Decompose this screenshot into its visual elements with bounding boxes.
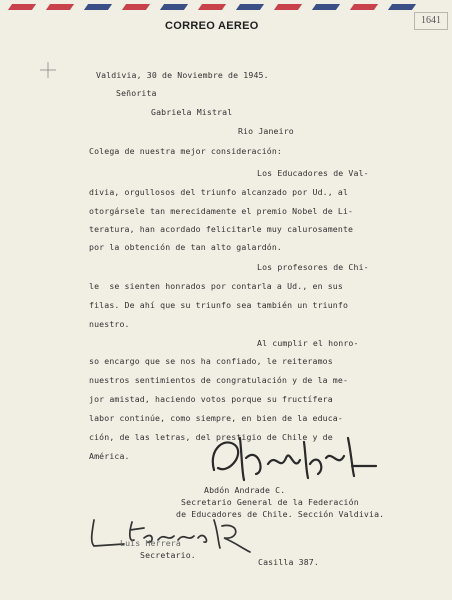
archive-number: 1641 <box>414 12 448 30</box>
handwritten-signature-andrade <box>206 428 386 488</box>
airmail-stripe <box>160 4 188 10</box>
body-line: Los profesores de Chi- <box>257 262 369 272</box>
body-line: América. <box>89 451 130 461</box>
body-line: ción, de las letras, del prestigio de Chile y de <box>89 432 333 442</box>
body-line: nuestros sentimientos de congratulación y de la me- <box>89 375 349 385</box>
recipient-name: Gabriela Mistral <box>151 107 233 117</box>
second-signatory-role: Secretario. <box>140 550 196 560</box>
body-line: labor continúe, como siempre, en bien de la educa- <box>89 413 343 423</box>
airmail-stripe <box>46 4 74 10</box>
airmail-stripe <box>388 4 416 10</box>
airmail-stripe <box>84 4 112 10</box>
airmail-stripe <box>122 4 150 10</box>
recipient-title: Señorita <box>116 88 157 98</box>
body-line: filas. De ahí que su triunfo sea también un triunfo <box>89 300 349 310</box>
body-line: otorgársele tan merecidamente el premio Nobel de Li- <box>89 206 354 216</box>
airmail-stripe <box>274 4 302 10</box>
airmail-stripe <box>8 4 36 10</box>
body-line: so encargo que se nos ha confiado, le reiteramos <box>89 356 333 366</box>
body-line: le se sienten honrados por contarla a Ud., en sus <box>89 281 343 291</box>
body-line: jor amistad, haciendo votos porque su fructífera <box>89 394 333 404</box>
body-line: Los Educadores de Val- <box>257 168 369 178</box>
salutation: Colega de nuestra mejor consideración: <box>89 146 283 156</box>
airmail-stripe <box>312 4 340 10</box>
body-line: Al cumplir el honro- <box>257 338 359 348</box>
place-date: Valdivia, 30 de Noviembre de 1945. <box>96 70 269 80</box>
signatory-role: Secretario General de la Federación <box>181 497 359 507</box>
airmail-stripe-border <box>0 4 452 12</box>
body-line: divia, orgullosos del triunfo alcanzado por Ud., al <box>89 187 349 197</box>
crosshair-mark-icon <box>40 62 56 78</box>
signatory-name: Abdón Andrade C. <box>204 485 286 495</box>
letterhead-title: CORREO AEREO <box>165 20 259 32</box>
body-line: nuestro. <box>89 319 130 329</box>
airmail-stripe <box>350 4 378 10</box>
body-line: teratura, han acordado felicitarle muy calurosamente <box>89 224 354 234</box>
signatory-role: de Educadores de Chile. Sección Valdivia. <box>176 509 385 519</box>
airmail-stripe <box>236 4 264 10</box>
body-line: por la obtención de tan alto galardón. <box>89 242 283 252</box>
airmail-stripe <box>198 4 226 10</box>
second-signatory-name: Luis Herrera <box>120 538 181 548</box>
po-box: Casilla 387. <box>258 557 319 567</box>
recipient-city: Rio Janeiro <box>238 126 294 136</box>
